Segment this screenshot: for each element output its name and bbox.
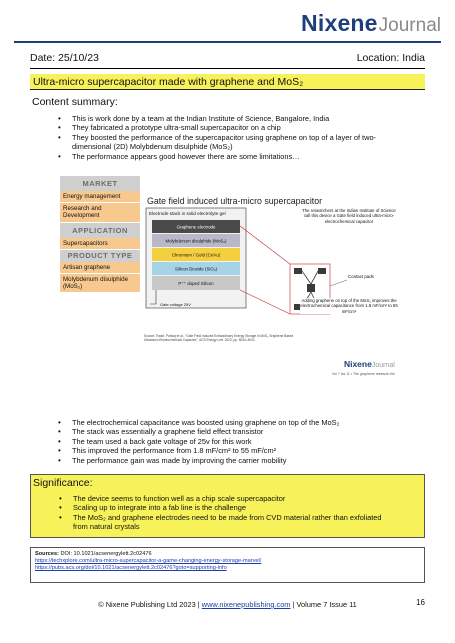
layer-label: P⁺⁺ doped Silicon — [178, 281, 214, 286]
market-item: Research and Development — [60, 203, 140, 222]
article-location: Location: India — [356, 52, 425, 64]
figure-brand-main: Nixene — [343, 359, 372, 369]
device-diagram — [142, 206, 400, 326]
logo-main-text: Nixene — [301, 10, 378, 36]
detail-list — [58, 418, 395, 465]
layer-label: Silicon Dioxide (SiO₂) — [175, 266, 217, 272]
meta-rule — [30, 68, 425, 69]
list-item: • The MoS₂ and graphene electrodes need to be made from CVD material rather than exfoliated from natural crystals — [59, 513, 394, 532]
page-footer — [30, 600, 425, 609]
list-item: • They boosted the performance of the supercapacitor using graphene on top of a layer of two-dimensional (2D) Molybdenum disulphide (MoS₂) — [58, 133, 395, 152]
footer-website-link[interactable]: www.nixenepublishing.com — [201, 600, 291, 609]
list-item: • Scaling up to integrate into a fab line is the challenge — [59, 503, 394, 512]
figure-sidebar — [60, 176, 140, 332]
list-item: • The performance gain was made by improving the carrier mobility — [58, 456, 395, 465]
significance-box — [30, 474, 425, 538]
footer-copyright: © Nixene Publishing Ltd 2023 — [98, 600, 196, 609]
list-item: • The device seems to function well as a chip scale supercapacitor — [59, 494, 394, 503]
summary-heading: Content summary: — [32, 96, 118, 108]
significance-heading: Significance: — [33, 477, 93, 489]
article-figure — [60, 176, 400, 382]
layer-label: Molybdenum disulphide (MoS₂) — [165, 238, 227, 244]
connector-line — [240, 226, 290, 264]
article-title: Ultra-micro supercapacitor made with graphene and MoS₂ — [30, 74, 425, 90]
sources-doi: DOI: 10.1021/acsenergylett.2c02476 — [60, 551, 152, 557]
callout-bottom: Adding graphene on top of the MoS₂ improves the electrochemical capacitance from 1.8 mF/cm² to 55 mF/cm² — [300, 298, 398, 314]
logo-sub-text: Journal — [378, 15, 441, 36]
callout-top: The researchers at the Indian Institute of Science call this device a Gate field induced ultra-micro-electrochemical capacitor — [300, 208, 398, 224]
market-item: Energy management — [60, 191, 140, 203]
footer-separator: | — [197, 600, 200, 609]
contact-pointer — [330, 280, 347, 286]
layer-label: Chromium / Gold (Cr/Au) — [171, 252, 221, 258]
footer-separator: | — [292, 600, 295, 609]
journal-logo — [301, 10, 441, 37]
figure-source: Source: Tiwari, Pankaj et al., “Gate Field Induced Extraordinary Energy Storage in MoS₂ Graphene Based Ultramicro Electrochemical Capacitor”, ACS Energy Lett. 2023, pp. 5034–5041 — [144, 334, 294, 343]
footer-volume: Volume 7 Issue 11 — [296, 600, 357, 609]
application-heading: APPLICATION — [60, 223, 140, 238]
summary-list — [58, 114, 395, 161]
sources-box — [30, 547, 425, 583]
list-item: • The team used a back gate voltage of 25v for this work — [58, 437, 395, 446]
list-item: • The electrochemical capacitance was boosted using graphene on top of the MoS₂ — [58, 418, 395, 427]
list-item: • This is work done by a team at the Indian Institute of Science, Bangalore, India — [58, 114, 395, 123]
layer-label: Graphene electrode — [176, 224, 216, 230]
list-item: • This improved the performance from 1.8 mF/cm² to 55 mF/cm² — [58, 446, 395, 455]
significance-list — [59, 494, 394, 532]
contact-label: Contact pads — [348, 274, 374, 279]
list-item: • The performance appears good however there are some limitations… — [58, 152, 395, 161]
product-item: Molybdenum disulphide (MoS₂) — [60, 274, 140, 293]
figure-brand — [332, 354, 395, 376]
product-heading: PRODUCT TYPE — [60, 250, 140, 262]
figure-brand-tag: Vol 7 Iss 11 • The graphene research file — [332, 372, 395, 376]
stack-label: Electrode stack in solid electrolyte gel — [149, 211, 226, 216]
sources-label: Sources: — [35, 551, 59, 557]
gate-label: Gate voltage 25V — [160, 302, 191, 307]
source-link[interactable]: https://techxplore.com/ultra-micro-supercapacitor-a-game-changing-energy-storage-marvel/ — [35, 558, 262, 565]
figure-title: Gate field induced ultra-micro supercapacitor — [147, 196, 323, 206]
product-item: Artisan graphene — [60, 262, 140, 274]
application-item: Supercapacitors — [60, 238, 140, 250]
header-rule — [14, 41, 441, 43]
article-date: Date: 25/10/23 — [30, 52, 99, 64]
list-item: • The stack was essentially a graphene field effect transistor — [58, 427, 395, 436]
page-number: 16 — [416, 598, 425, 607]
figure-brand-sub: Journal — [371, 362, 395, 369]
callout-bottom-box — [300, 298, 398, 326]
callout-top-box — [300, 208, 398, 242]
list-item: • They fabricated a prototype ultra-small supercapacitor on a chip — [58, 123, 395, 132]
connector-line — [240, 290, 290, 314]
market-heading: MARKET — [60, 176, 140, 191]
source-link[interactable]: https://pubs.acs.org/doi/10.1021/acsenergylett.2c02476?goto=supporting-info — [35, 565, 227, 572]
meta-row — [30, 52, 425, 68]
